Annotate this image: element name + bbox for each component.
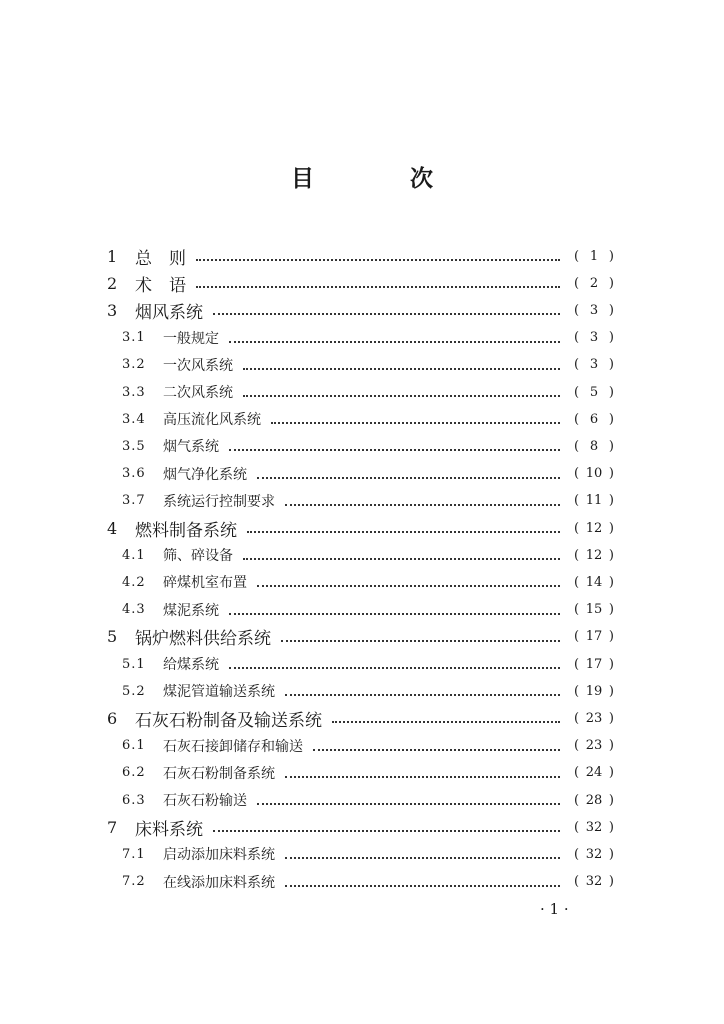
toc-entry [0,433,724,459]
toc-entry-page: ( 3 ) [574,357,614,373]
toc-entry [0,705,724,731]
dot-leader [229,665,560,669]
toc-entry-number: 3.3 [122,384,146,400]
toc-entry-page-number: 17 [585,656,603,672]
toc-entry-number: 4.3 [122,602,146,618]
toc-entry-page-number: 15 [585,602,603,618]
toc-entry-page: ( 24 ) [574,765,614,781]
toc-entry-number: 3.2 [122,357,146,373]
toc-entry-title: 给煤系统 [163,657,219,673]
toc-entry-page-number: 12 [585,520,603,536]
toc-entry-page-number: 11 [585,493,603,509]
dot-leader [332,719,560,723]
toc-entry-title: 石灰石粉制备系统 [163,765,275,782]
toc-entry-number: 7.2 [122,874,146,890]
toc-entry-number: 3 [107,300,118,320]
toc-entry-title: 烟风系统 [135,302,203,323]
toc-entry-title: 筛、碎设备 [163,548,233,565]
dot-leader [213,311,560,315]
toc-entry-title: 一次风系统 [163,357,233,374]
toc-entry [0,488,724,514]
toc-entry-page: ( 3 ) [574,302,614,318]
toc-entry-page-number: 32 [585,846,603,862]
toc-entry [0,297,724,323]
toc-entry-title: 燃料制备系统 [135,520,237,541]
toc-entry-number: 6.2 [122,765,146,781]
toc-entry-number: 4.2 [122,574,146,590]
dot-leader [313,747,560,751]
toc-entry [0,243,724,269]
toc-entry [0,325,724,351]
dot-leader [281,638,560,642]
dot-leader [229,611,560,615]
toc-entry-page-number: 3 [589,330,599,346]
toc-entry-title: 系统运行控制要求 [163,493,275,510]
toc-entry [0,869,724,895]
toc-entry-number: 2 [107,273,118,293]
toc-entry-title: 术 语 [135,275,186,296]
toc-entry-number: 6.3 [122,792,146,808]
toc-entry-number: 3.5 [122,438,146,454]
toc-entry [0,787,724,813]
toc-entry-page-number: 12 [585,547,603,563]
toc-entry-page: ( 3 ) [574,330,614,346]
dot-leader [285,883,560,887]
toc-entry-number: 5.2 [122,683,146,699]
dot-leader [271,420,560,424]
toc-entry-page-number: 19 [585,683,603,699]
toc-entry-title: 二次风系统 [163,385,233,401]
toc-entry-page-number: 32 [585,819,603,835]
dot-leader [229,339,560,343]
dot-leader [285,502,560,506]
dot-leader [196,284,560,288]
dot-leader [247,529,560,533]
toc-entry-number: 7.1 [122,846,146,862]
toc-entry-title: 总 则 [135,248,186,269]
toc-entry-page: ( 17 ) [574,656,614,672]
toc-entry [0,569,724,595]
toc-entry-page: ( 5 ) [574,384,614,400]
toc-entry [0,678,724,704]
toc-entry-title: 煤泥系统 [163,602,219,619]
toc-entry-page: ( 8 ) [574,438,614,454]
dot-leader [285,855,560,859]
toc-entry-title: 高压流化风系统 [163,412,261,429]
toc-entry-title: 在线添加床料系统 [163,874,275,891]
toc-entry-number: 3.7 [122,493,146,509]
toc-entry-page: ( 32 ) [574,846,614,862]
toc-entry-number: 6 [107,708,118,728]
toc-entry-title: 煤泥管道输送系统 [163,684,275,701]
toc-entry-page: ( 1 ) [574,248,614,264]
toc-entry-page: ( 2 ) [574,275,614,291]
toc-entry [0,379,724,405]
toc-entry-title: 启动添加床料系统 [163,847,275,864]
dot-leader [213,828,560,832]
dot-leader [243,556,560,560]
toc-entry-number: 3.1 [122,330,146,346]
toc-entry-title: 烟气净化系统 [163,466,247,483]
toc-entry-page-number: 8 [589,438,599,454]
toc-entry-page-number: 23 [585,710,603,726]
toc-entry [0,542,724,568]
toc-entry-title: 锅炉燃料供给系统 [135,629,271,650]
toc-entry-page-number: 1 [589,248,599,264]
toc-entry [0,352,724,378]
toc-entry-number: 4.1 [122,547,146,563]
toc-entry-title: 碎煤机室布置 [163,575,247,592]
toc-entry-title: 石灰石接卸储存和输送 [163,738,303,755]
toc-entry-page-number: 14 [585,574,603,590]
toc-entry-title: 石灰石粉制备及输送系统 [135,710,322,731]
toc-entry [0,651,724,677]
toc-entry [0,841,724,867]
toc-entry [0,515,724,541]
toc-entry-page: ( 6 ) [574,411,614,427]
toc-entry-page: ( 32 ) [574,819,614,835]
dot-leader [285,692,560,696]
toc-entry-page: ( 15 ) [574,602,614,618]
toc-entry-page-number: 6 [589,411,599,427]
toc-entry-page-number: 2 [589,275,599,291]
toc-entry-page: ( 17 ) [574,629,614,645]
dot-leader [257,801,560,805]
toc-entry-page-number: 24 [585,765,603,781]
toc-entry [0,270,724,296]
toc-entry-number: 6.1 [122,738,146,754]
toc-entry-number: 3.6 [122,466,146,482]
toc-entry-page-number: 28 [585,792,603,808]
toc-entry-title: 床料系统 [135,819,203,840]
toc-entry-number: 4 [107,518,118,538]
toc-entry-page: ( 12 ) [574,520,614,536]
toc-entry [0,624,724,650]
toc-entry-page-number: 5 [589,384,599,400]
toc-entry-page-number: 10 [585,466,603,482]
toc-entry-page-number: 3 [589,357,599,373]
dot-leader [257,475,560,479]
dot-leader [243,366,560,370]
toc-entry-number: 5 [107,627,118,647]
toc-entry-page: ( 10 ) [574,466,614,482]
dot-leader [243,393,560,397]
toc-entry-page: ( 19 ) [574,683,614,699]
toc-entry [0,733,724,759]
toc-entry [0,760,724,786]
toc-entry-title: 一般规定 [163,330,219,347]
toc-entry-page: ( 28 ) [574,792,614,808]
toc-entry-page: ( 11 ) [574,493,614,509]
dot-leader [229,447,560,451]
toc-entry [0,597,724,623]
toc-entry-page: ( 23 ) [574,710,614,726]
toc-entry-page-number: 17 [585,629,603,645]
toc-entry [0,461,724,487]
dot-leader [285,774,560,778]
toc-entry-number: 5.1 [122,656,146,672]
dot-leader [257,583,560,587]
toc-entry-page: ( 12 ) [574,547,614,563]
toc-entry-page: ( 23 ) [574,738,614,754]
toc-entry-number: 7 [107,817,118,837]
toc-entry-title: 石灰石粉输送 [163,793,247,809]
toc-entry [0,814,724,840]
dot-leader [196,257,560,261]
page-number: · 1 · [540,900,569,918]
toc-entry-number: 1 [107,246,118,266]
toc-entry-page-number: 3 [589,302,599,318]
toc-entry-number: 3.4 [122,411,146,427]
toc-entry [0,406,724,432]
toc-entry-page: ( 32 ) [574,874,614,890]
toc-entry-page-number: 32 [585,874,603,890]
toc-entry-page-number: 23 [585,738,603,754]
page-title: 目 次 [290,165,477,192]
toc-entry-title: 烟气系统 [163,439,219,456]
toc-entry-page: ( 14 ) [574,574,614,590]
